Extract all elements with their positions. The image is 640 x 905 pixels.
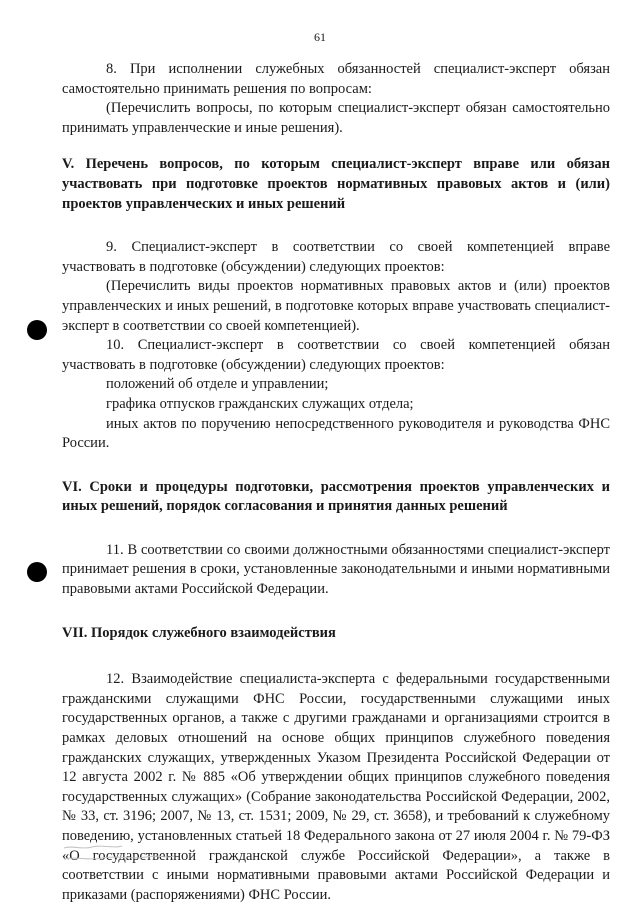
punch-hole-top xyxy=(27,320,47,340)
section-heading-vi: VI. Сроки и процедуры подготовки, рассмотрения проектов управленческих и иных решений, порядок согласования и принятия данных решений xyxy=(62,478,610,515)
list-item: графика отпусков гражданских служащих отдела; xyxy=(106,395,414,412)
list-item: положений об отделе и управлении; xyxy=(106,376,329,393)
section-heading-v: V. Перечень вопросов, по которым специалист-эксперт вправе или обязан участвовать при подготовке проектов нормативных правовых актов и (или) проектов управленческих и иных решений xyxy=(62,156,610,212)
paragraph-10: 10. Специалист-эксперт в соответствии со своей компетенцией обязан участвовать в подготовке (обсуждении) следующих проектов: xyxy=(62,337,610,373)
paragraph-12: 12. Взаимодействие специалиста-эксперта с федеральными государственными гражданскими служащими ФНС России, государственными служащими иных государственных органов, а также с другими гражданами и организациями строится в рамках деловых отношений на основе общих принципов служебного поведения гражданских служащих, утвержденных Указом Президента Российской Федерации от 12 августа 2002 г. № 885 «Об утверждении общих принципов служебного поведения государственных служащих» (Собрание законодательства Российской Федерации, 2002, № 33, ст. 3196; 2007, № 13, ст. 1531; 2009, № 29, ст. 3658), и требований к служебному поведению, установленных статьей 18 Федерального закона от 27 июля 2004 г. № 79-ФЗ «О государственной гражданской службе Российской Федерации», а также в соответствии с иными нормативными правовыми актами Российской Федерации и приказами (распоряжениями) ФНС России. xyxy=(62,671,610,903)
list-item: иных актов по поручению непосредственного руководителя и руководства ФНС России. xyxy=(62,415,610,452)
footer-stamp xyxy=(62,842,182,869)
paragraph-9-note: (Перечислить виды проектов нормативных правовых актов и (или) проектов управленческих и иных решений, в подготовке которых вправе участвовать специалист-эксперт в соответствии со своей компетенцией). xyxy=(62,278,610,334)
paragraph-11: 11. В соответствии со своими должностными обязанностями специалист-эксперт принимает решения в сроки, установленные законодательными и иными нормативными правовыми актами Российской Федерации. xyxy=(62,541,610,598)
paragraph-8: 8. При исполнении служебных обязанностей специалист-эксперт обязан самостоятельно принимать решения по вопросам: xyxy=(62,61,610,97)
section-heading-vii: VII. Порядок служебного взаимодействия xyxy=(62,624,336,641)
punch-hole-bottom xyxy=(27,562,47,582)
document-body xyxy=(62,60,610,905)
scanner-stamp-mark xyxy=(62,842,182,866)
paragraph-9: 9. Специалист-эксперт в соответствии со своей компетенцией вправе участвовать в подготовке (обсуждении) следующих проектов: xyxy=(62,239,610,275)
page-number: 61 xyxy=(314,30,326,44)
paragraph-8-note: (Перечислить вопросы, по которым специалист-эксперт обязан самостоятельно принимать управленческие и иные решения). xyxy=(62,100,610,136)
